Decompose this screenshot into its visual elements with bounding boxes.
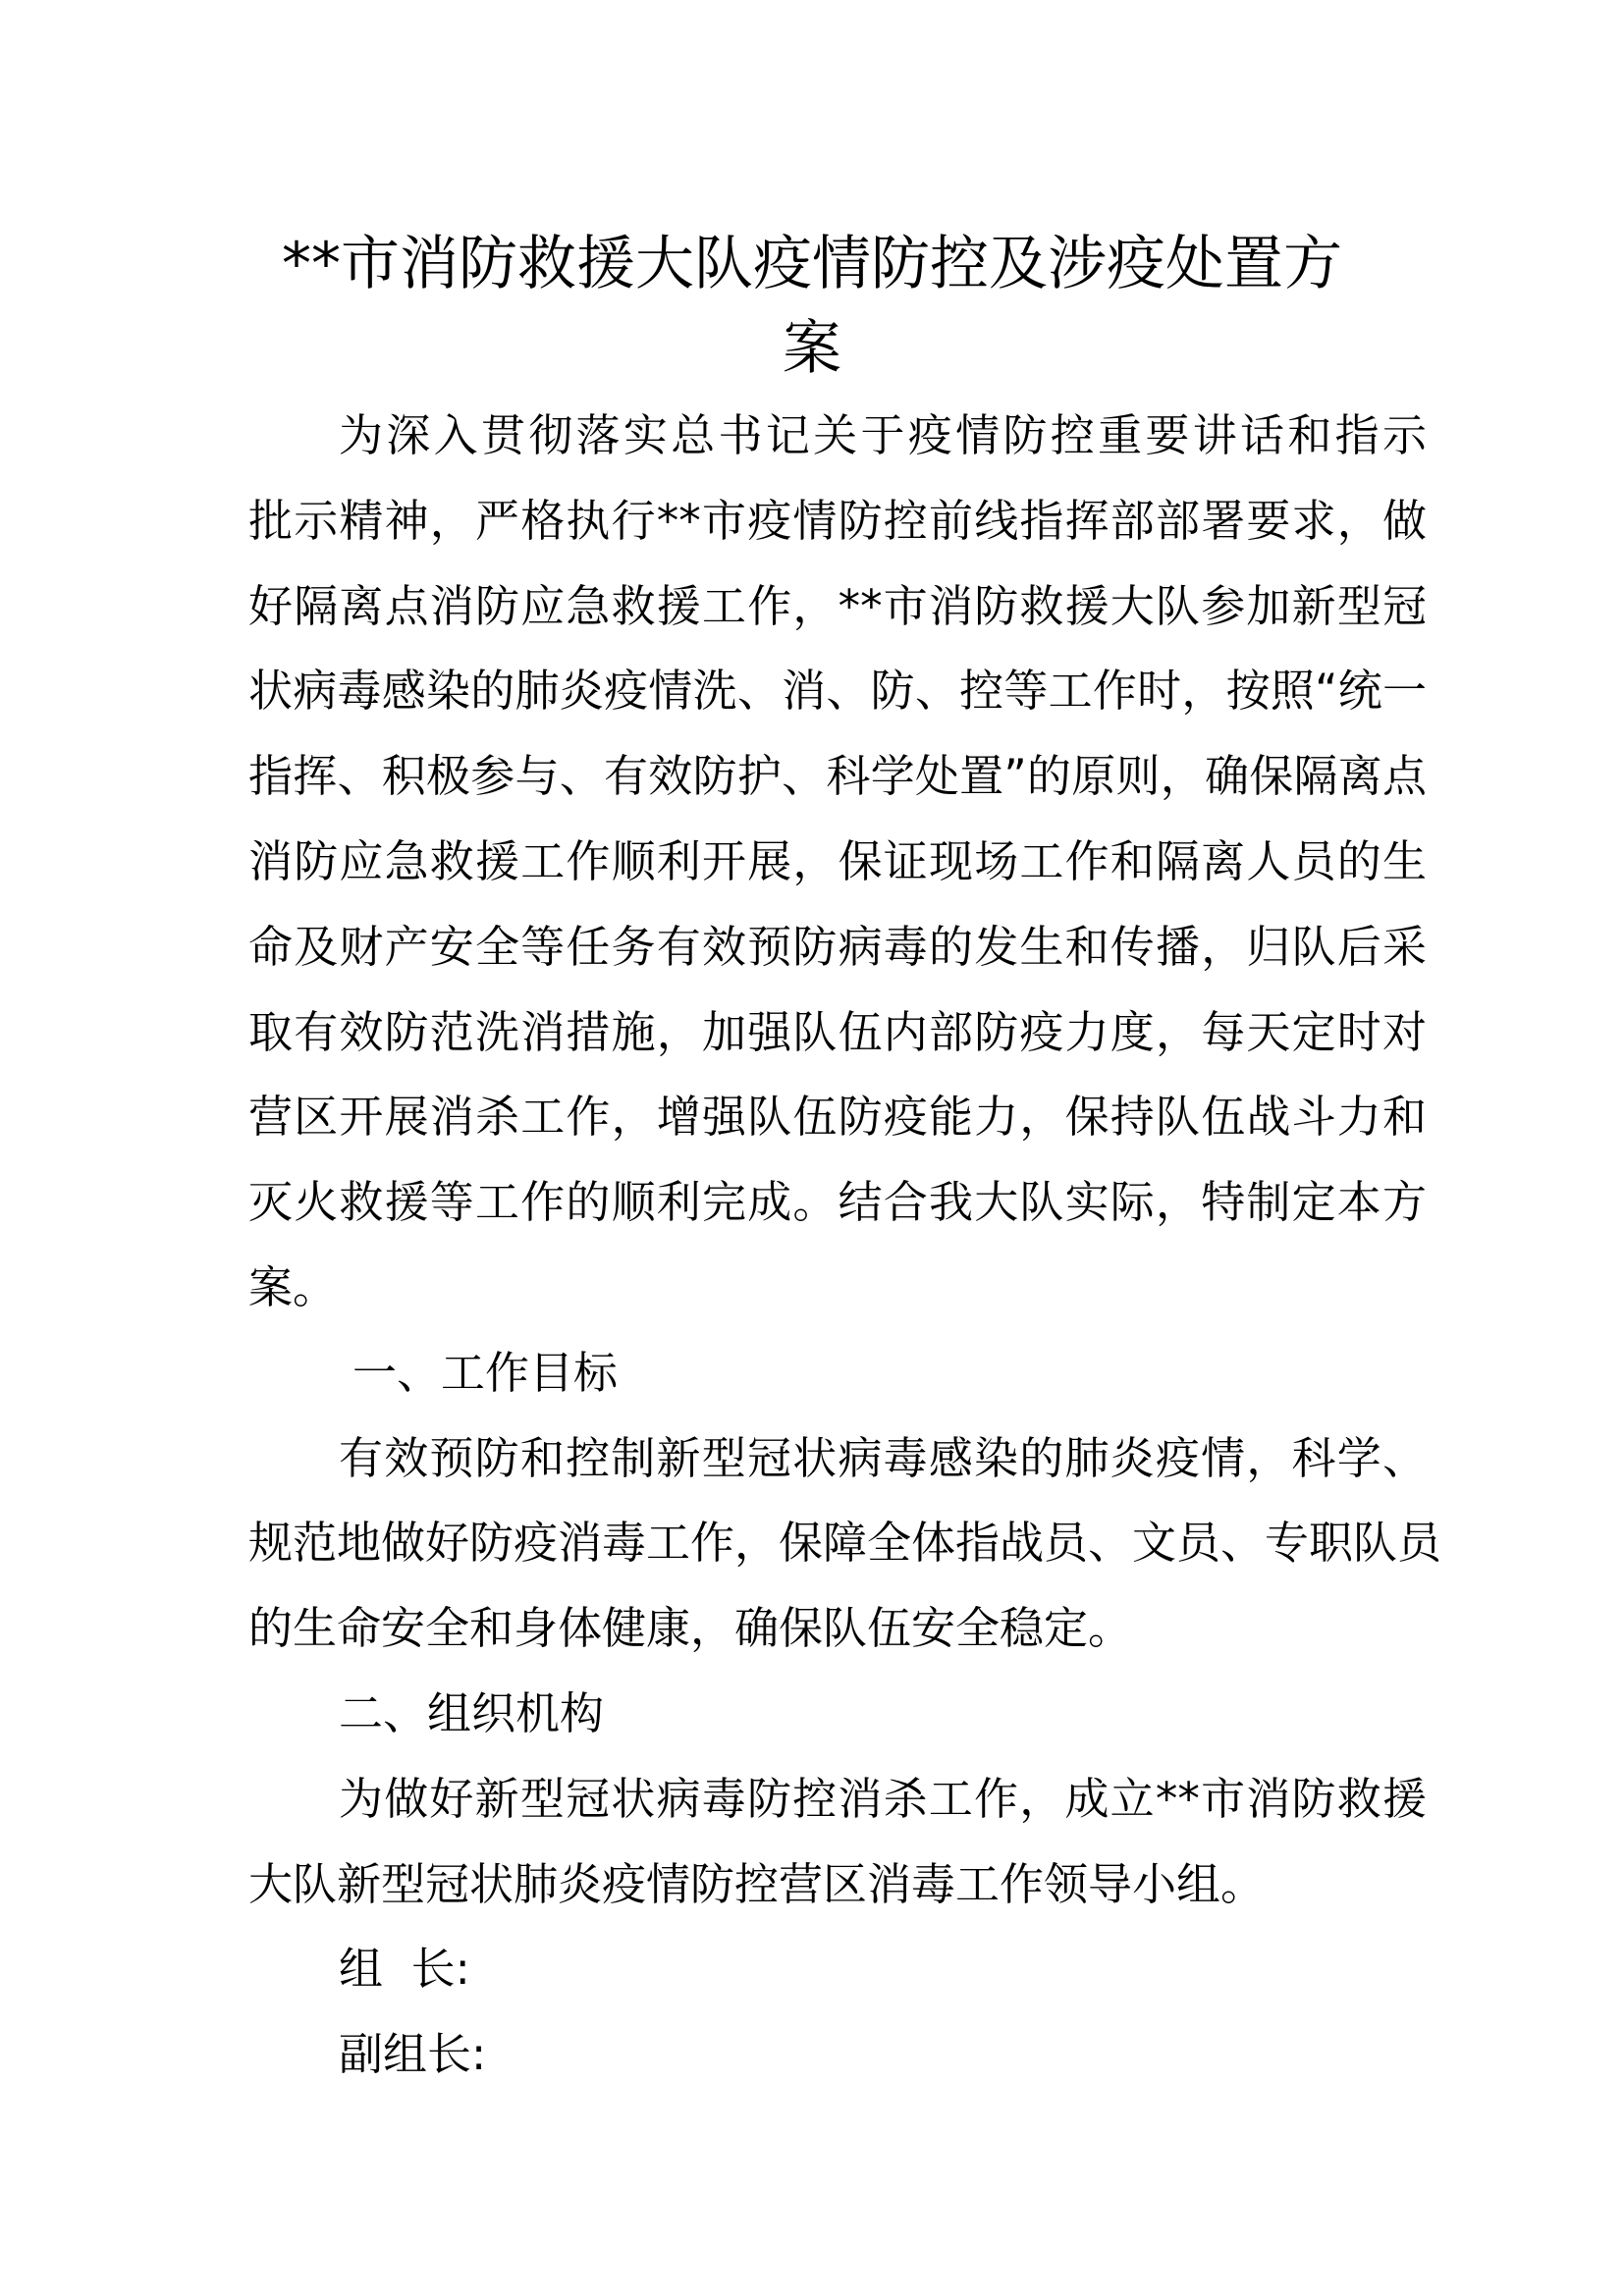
paragraph-line: 批示精神，严格执行**市疫情防控前线指挥部部署要求，做 bbox=[248, 494, 1427, 547]
paragraph-line: 的生命安全和身体健康，确保队伍安全稳定。 bbox=[248, 1602, 1133, 1655]
paragraph-line: 规范地做好防疫消毒工作，保障全体指战员、文员、专职队员 bbox=[248, 1517, 1442, 1570]
paragraph-line: 状病毒感染的肺炎疫情洗、消、防、控等工作时，按照“统一 bbox=[248, 665, 1427, 718]
title-line: 案 bbox=[783, 314, 841, 383]
paragraph-line: 有效预防和控制新型冠状病毒感染的肺炎疫情，科学、 bbox=[339, 1431, 1427, 1484]
deputy-leader-label: 副组长: bbox=[339, 2028, 487, 2081]
document-body bbox=[248, 394, 1442, 2098]
paragraph-line: 营区开展消杀工作，增强队伍防疫能力，保持队伍战斗力和 bbox=[248, 1091, 1427, 1144]
leader-label: 组 长: bbox=[339, 1943, 470, 1996]
paragraph-line: 消防应急救援工作顺利开展，保证现场工作和隔离人员的生 bbox=[248, 834, 1427, 887]
paragraph-line: 命及财产安全等任务有效预防病毒的发生和传播，归队后采 bbox=[248, 920, 1427, 973]
document-title bbox=[196, 222, 1428, 391]
section-heading-organization: 二、组织机构 bbox=[339, 1686, 605, 1739]
paragraph-line: 为做好新型冠状病毒防控消杀工作，成立**市消防救援 bbox=[339, 1772, 1427, 1825]
paragraph-line: 好隔离点消防应急救援工作，**市消防救援大队参加新型冠 bbox=[248, 579, 1427, 632]
paragraph-line: 取有效防范洗消措施，加强队伍内部防疫力度，每天定时对 bbox=[248, 1005, 1427, 1058]
paragraph-line: 指挥、积极参与、有效防护、科学处置”的原则，确保隔离点 bbox=[248, 750, 1427, 803]
title-line: **市消防救援大队疫情防控及涉疫处置方 bbox=[282, 230, 1342, 298]
paragraph-line: 为深入贯彻落实总书记关于疫情防控重要讲话和指示 bbox=[339, 409, 1427, 461]
section-heading-work-goals: 一、工作目标 bbox=[352, 1346, 619, 1399]
paragraph-line: 案。 bbox=[248, 1260, 338, 1313]
paragraph-line: 大队新型冠状肺炎疫情防控营区消毒工作领导小组。 bbox=[248, 1857, 1266, 1910]
paragraph-line: 灭火救援等工作的顺利完成。结合我大队实际，特制定本方 bbox=[248, 1176, 1427, 1229]
